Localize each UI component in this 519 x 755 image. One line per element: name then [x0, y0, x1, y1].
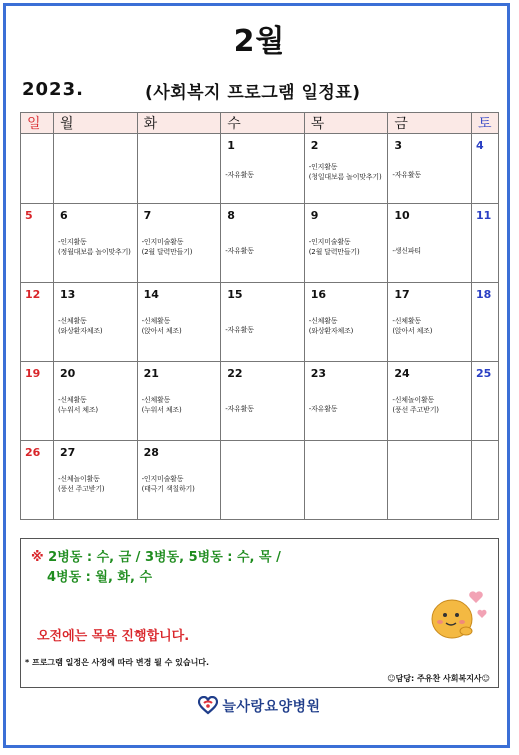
weekday-mon: 월	[54, 113, 138, 134]
day-number: 25	[476, 367, 492, 380]
reference-mark: ※	[31, 550, 44, 565]
ward-schedule-line1	[31, 547, 281, 568]
weekday-sat: 토	[472, 113, 499, 134]
calendar-day-cell	[388, 283, 472, 362]
weekday-sun: 일	[21, 113, 54, 134]
day-number: 28	[143, 446, 159, 459]
ward-schedule-line2: 4병동 : 월, 화, 수	[47, 570, 153, 585]
activity-detail: (와상환자체조)	[58, 327, 103, 335]
activity-name: -자유활동	[225, 326, 254, 334]
day-number: 26	[25, 446, 41, 459]
calendar-day-cell	[388, 362, 472, 441]
activity-detail: (앉아서 체조)	[141, 327, 182, 335]
notes-box	[20, 538, 499, 688]
calendar-week-row	[21, 204, 499, 283]
activity-name: -생신파티	[392, 247, 421, 255]
calendar-day-cell	[472, 204, 499, 283]
activity-detail: (정월대보름 놀이맞추기)	[58, 248, 131, 256]
day-number: 2	[310, 139, 319, 152]
day-number: 5	[25, 209, 33, 222]
hospital-name: 늘사랑요양병원	[222, 699, 321, 715]
calendar-day-cell	[54, 283, 138, 362]
calendar-day-cell	[21, 441, 54, 520]
activity-name: -자유활동	[392, 171, 421, 179]
day-number: 22	[227, 367, 243, 380]
activity-name: -신체활동	[308, 317, 338, 325]
calendar-day-cell	[472, 283, 499, 362]
activity-detail: (2월 달력만들기)	[141, 248, 193, 256]
calendar-day-cell	[221, 134, 305, 204]
calendar-day-cell	[137, 441, 221, 520]
weekday-header-row	[21, 113, 499, 134]
calendar-day-cell	[388, 441, 472, 520]
calendar-day-cell	[304, 134, 388, 204]
day-number: 1	[227, 139, 235, 152]
ward-schedule-text1: 2병동 : 수, 금 / 3병동, 5병동 : 수, 목 /	[43, 550, 281, 565]
calendar-day-cell	[54, 362, 138, 441]
activity-detail: (누워서 체조)	[141, 406, 182, 414]
day-number: 12	[25, 288, 41, 301]
calendar-day-cell	[304, 441, 388, 520]
day-number: 27	[60, 446, 76, 459]
calendar-day-cell	[304, 362, 388, 441]
weekday-wed: 수	[221, 113, 305, 134]
activity-name: -인지미술활동	[141, 238, 184, 246]
manager-label: ☺담당: 주유찬 사회복지사☺	[387, 674, 490, 683]
activity-name: -자유활동	[308, 405, 338, 413]
activity-name: -신체활동	[141, 396, 171, 404]
calendar-day-cell	[21, 362, 54, 441]
activity-name: -자유활동	[225, 247, 254, 255]
activity-name: -인지미술활동	[141, 475, 184, 483]
calendar-day-cell	[221, 362, 305, 441]
calendar-day-cell	[221, 204, 305, 283]
day-number: 7	[143, 209, 152, 222]
day-number: 19	[25, 367, 41, 380]
day-number: 16	[310, 288, 327, 301]
activity-name: -신체놀이활동	[58, 475, 100, 483]
activity-detail: (풍선 주고받기)	[392, 406, 439, 414]
activity-name: -신체활동	[141, 317, 171, 325]
activity-name: -신체놀이활동	[392, 396, 435, 404]
calendar-day-cell	[137, 362, 221, 441]
day-number: 14	[143, 288, 159, 301]
character-sticker-icon	[426, 587, 490, 643]
activity-name: -인지활동	[308, 163, 338, 171]
calendar-day-cell	[54, 134, 138, 204]
activity-name: -신체활동	[392, 317, 421, 325]
year-label: 2023.	[22, 79, 84, 100]
activity-name: -신체활동	[58, 396, 87, 404]
calendar-table	[20, 112, 499, 520]
calendar-day-cell	[221, 441, 305, 520]
calendar-day-cell	[472, 362, 499, 441]
weekday-tue: 화	[137, 113, 221, 134]
day-number: 21	[143, 367, 159, 380]
day-number: 23	[310, 367, 327, 380]
activity-detail: (2월 달력만들기)	[308, 248, 360, 256]
activity-detail: (풍선 주고받기)	[58, 485, 105, 493]
calendar-week-row	[21, 283, 499, 362]
calendar-day-cell	[472, 441, 499, 520]
calendar-day-cell	[137, 204, 221, 283]
activity-name: -인지미술활동	[308, 238, 351, 246]
calendar-day-cell	[21, 134, 54, 204]
calendar-day-cell	[137, 283, 221, 362]
calendar-day-cell	[304, 204, 388, 283]
day-number: 20	[60, 367, 76, 380]
activity-name: -자유활동	[225, 171, 254, 179]
calendar-day-cell	[21, 283, 54, 362]
day-number: 10	[394, 209, 410, 222]
activity-name: -신체활동	[58, 317, 87, 325]
activity-detail: (와상환자체조)	[308, 327, 354, 335]
activity-name: -자유활동	[225, 405, 254, 413]
schedule-subtitle: (사회복지 프로그램 일정표)	[145, 83, 361, 103]
weekday-thu: 목	[304, 113, 388, 134]
calendar-day-cell	[54, 441, 138, 520]
activity-detail: (태극기 색칠하기)	[141, 485, 195, 493]
calendar-day-cell	[137, 134, 221, 204]
hospital-logo	[0, 694, 519, 718]
calendar-day-cell	[221, 283, 305, 362]
calendar-day-cell	[388, 204, 472, 283]
activity-detail: (누워서 체조)	[58, 406, 98, 414]
calendar-day-cell	[54, 204, 138, 283]
activity-detail: (청일대보름 놀이맞추기)	[308, 173, 382, 181]
day-number: 11	[476, 209, 492, 222]
calendar-week-row	[21, 362, 499, 441]
morning-bath-notice: 오전에는 목욕 진행합니다.	[37, 629, 190, 644]
calendar-week-row	[21, 441, 499, 520]
day-number: 9	[310, 209, 319, 222]
calendar-day-cell	[388, 134, 472, 204]
calendar-day-cell	[472, 134, 499, 204]
day-number: 3	[394, 139, 403, 152]
day-number: 15	[227, 288, 243, 301]
day-number: 17	[394, 288, 410, 301]
calendar-day-cell	[304, 283, 388, 362]
calendar-week-row	[21, 134, 499, 204]
day-number: 6	[60, 209, 68, 222]
day-number: 24	[394, 367, 410, 380]
weekday-fri: 금	[388, 113, 472, 134]
day-number: 18	[476, 288, 492, 301]
month-title: 2월	[233, 24, 286, 59]
day-number: 13	[60, 288, 76, 301]
activity-name: -인지활동	[58, 238, 87, 246]
day-number: 4	[476, 139, 484, 152]
activity-detail: (앉아서 체조)	[392, 327, 433, 335]
heart-logo-icon	[198, 696, 218, 716]
day-number: 8	[227, 209, 235, 222]
schedule-disclaimer: * 프로그램 일정은 사정에 따라 변경 될 수 있습니다.	[25, 658, 210, 667]
calendar-day-cell	[21, 204, 54, 283]
